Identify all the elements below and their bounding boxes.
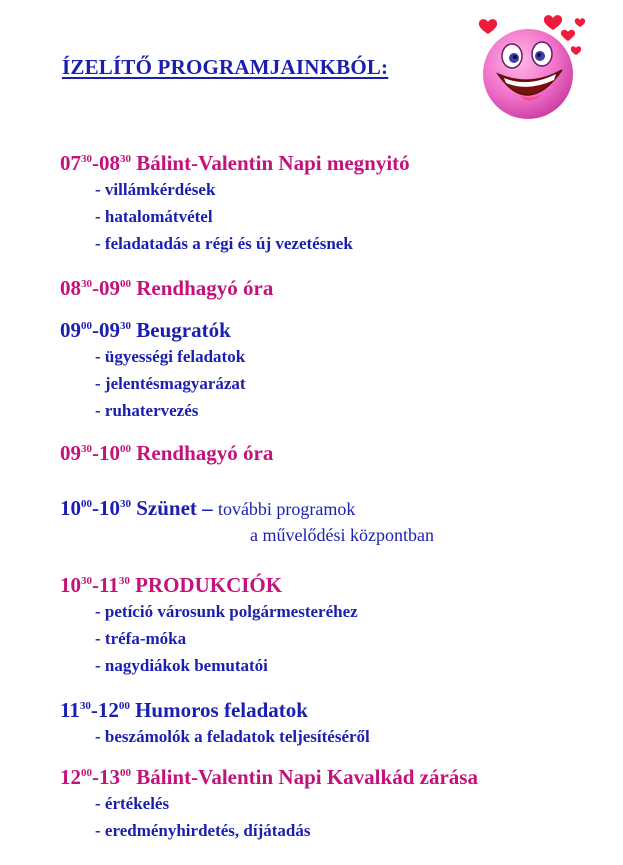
page-title: ÍZELÍTŐ PROGRAMJAINKBÓL: xyxy=(62,55,389,79)
schedule-heading: $10^{00}-10^{30}$ Szünet – további programok xyxy=(60,496,356,520)
schedule-block-opening xyxy=(60,150,410,257)
list-item: - beszámolók a feladatok teljesítéséről xyxy=(95,727,370,746)
list-item: - ruhatervezés xyxy=(95,401,199,420)
schedule-block-lesson-2 xyxy=(60,440,273,466)
list-item: - jelentésmagyarázat xyxy=(95,374,246,393)
heart-eyes-smiley-icon xyxy=(470,8,590,123)
list-item: - ügyességi feladatok xyxy=(95,347,246,366)
schedule-block-humor xyxy=(60,697,370,750)
schedule-heading: $11^{30}-12^{00}$ Humoros feladatok xyxy=(60,698,308,722)
schedule-heading: $09^{00}-09^{30}$ Beugratók xyxy=(60,318,231,342)
schedule-block-lesson-1 xyxy=(60,275,273,301)
schedule-heading: $09^{30}-10^{00}$ Rendhagyó óra xyxy=(60,441,274,465)
list-item: - értékelés xyxy=(95,794,170,813)
schedule-heading: $08^{30}-09^{00}$ Rendhagyó óra xyxy=(60,276,274,300)
break-note-continuation: a művelődési központban xyxy=(250,525,434,545)
schedule-block-tricks xyxy=(60,317,246,424)
schedule-heading: $12^{00}-13^{00}$ Bálint-Valentin Napi Kavalkád zárása xyxy=(60,765,478,789)
schedule-block-productions xyxy=(60,572,358,679)
schedule-block-break xyxy=(60,495,434,548)
list-item: - petíció városunk polgármesteréhez xyxy=(95,602,358,621)
list-item: - villámkérdések xyxy=(95,180,216,199)
schedule-heading: $07^{30}-08^{30}$ Bálint-Valentin Napi megnyitó xyxy=(60,151,410,175)
list-item: - feladatadás a régi és új vezetésnek xyxy=(95,234,353,253)
list-item: - tréfa-móka xyxy=(95,629,187,648)
schedule-heading: $10^{30}-11^{30}$ PRODUKCIÓK xyxy=(60,573,283,597)
list-item: - nagydiákok bemutatói xyxy=(95,656,268,675)
break-note: további programok xyxy=(217,499,356,519)
list-item: - eredményhirdetés, díjátadás xyxy=(95,821,311,840)
list-item: - hatalomátvétel xyxy=(95,207,213,226)
schedule-block-closing xyxy=(60,764,478,844)
